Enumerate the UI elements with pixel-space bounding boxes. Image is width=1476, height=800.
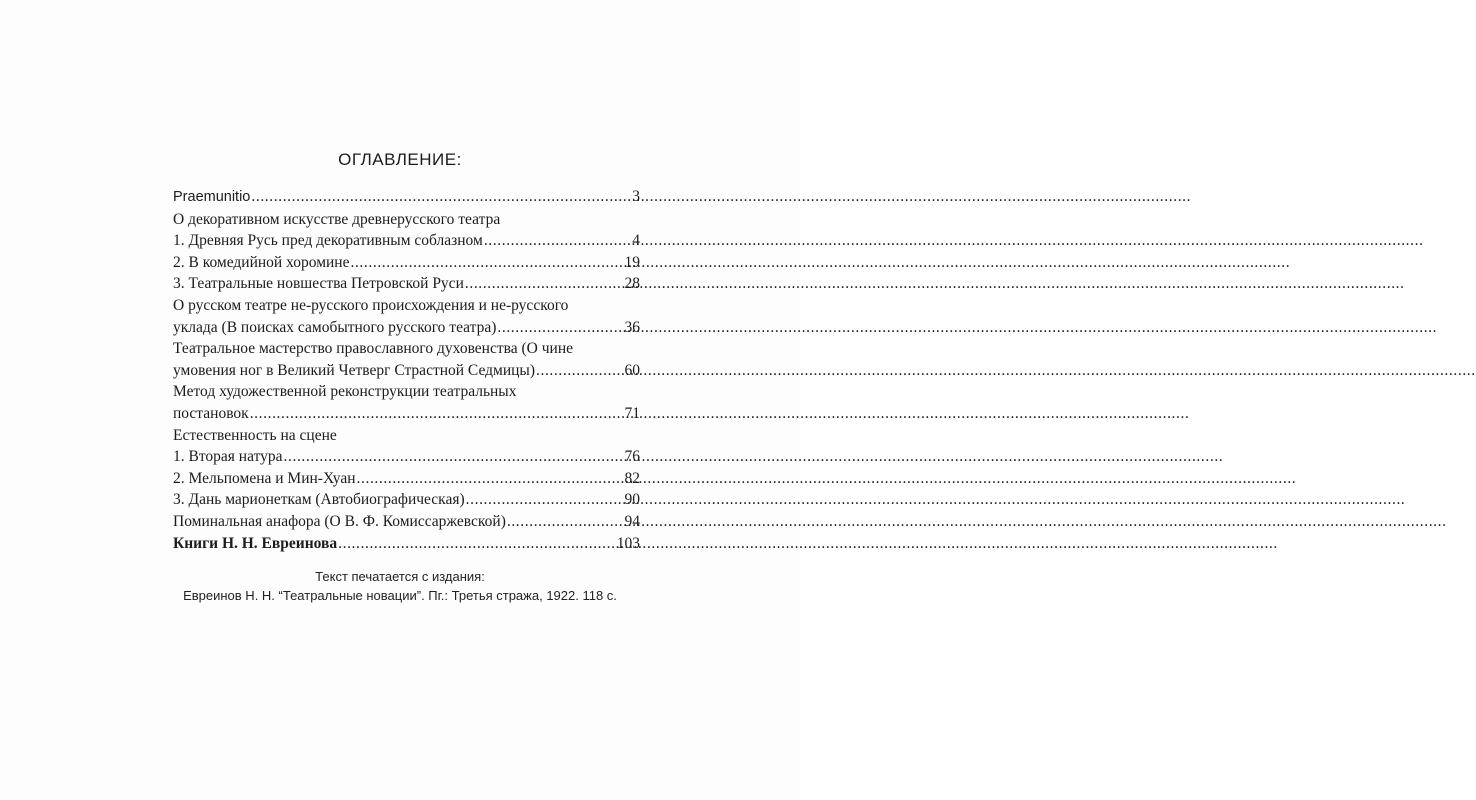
toc-entry-text: Поминальная анафора (О В. Ф. Комиссаржевской)	[173, 512, 506, 530]
dot-leader	[251, 186, 631, 208]
toc-section-heading: Естественность на сцене	[173, 426, 337, 444]
toc-entry-text-line2: уклада (В поисках самобытного русского театра)	[173, 318, 497, 336]
toc-entry	[173, 403, 640, 425]
toc-page-number: 4	[632, 232, 640, 250]
toc-page-number: 60	[624, 361, 640, 379]
toc-entry-text: Книги Н. Н. Евреинова	[173, 534, 338, 552]
edition-note	[0, 567, 800, 605]
toc-entry	[173, 317, 640, 339]
toc-page-number: 28	[624, 275, 640, 293]
dot-leader	[284, 446, 624, 468]
toc-page-number: 82	[624, 469, 640, 487]
toc-entry-text: 2. Мельпомена и Мин-Хуан	[173, 469, 356, 487]
table-of-contents	[173, 186, 640, 554]
toc-page-number: 71	[624, 404, 640, 422]
toc-entry-text-line1: Театральное мастерство православного духовенства (О чине	[173, 340, 573, 358]
toc-page-number: 3	[632, 188, 640, 205]
toc-entry	[173, 511, 640, 533]
toc-entry-praemunitio	[173, 186, 640, 209]
toc-page-number: 19	[624, 253, 640, 271]
toc-entry-text: Praemunitio	[173, 189, 251, 205]
dot-leader	[357, 468, 624, 490]
toc-entry	[173, 273, 640, 295]
toc-entry	[173, 360, 640, 382]
toc-entry-text: 3. Дань марионеткам (Автобиографическая)	[173, 491, 465, 509]
dot-leader	[338, 533, 616, 555]
toc-entry-text: 3. Театральные новшества Петровской Руси	[173, 275, 464, 293]
toc-page-number: 76	[624, 448, 640, 466]
dot-leader	[466, 489, 624, 511]
dot-leader	[350, 252, 623, 274]
toc-entry-text: 1. Вторая натура	[173, 448, 283, 466]
dot-leader	[484, 230, 631, 252]
toc-entry-text: 2. В комедийной хоромине	[173, 253, 350, 271]
edition-note-line1: Текст печатается с издания:	[315, 569, 485, 584]
toc-entry	[173, 468, 640, 490]
dot-leader	[507, 511, 624, 533]
dot-leader	[465, 273, 624, 295]
toc-page-number: 90	[624, 491, 640, 509]
toc-entry-text: 1. Древняя Русь пред декоративным соблазном	[173, 232, 483, 250]
toc-entry-text-line2: постановок	[173, 404, 249, 422]
dot-leader	[536, 360, 624, 382]
toc-section-heading: О декоративном искусстве древнерусского театра	[173, 210, 501, 228]
toc-entry	[173, 489, 640, 511]
toc-entry-text-line1: О русском театре не-русского происхождения и не-русского	[173, 296, 569, 314]
dot-leader	[250, 403, 624, 425]
toc-page-number: 103	[616, 534, 640, 552]
toc-page-number: 36	[624, 318, 640, 336]
toc-entry	[173, 230, 640, 252]
toc-entry	[173, 533, 640, 555]
toc-entry-text-line1: Метод художественной реконструкции театральных	[173, 383, 517, 401]
toc-entry-text-line2: умовения ног в Великий Четверг Страстной Седмицы)	[173, 361, 535, 379]
page-title: ОГЛАВЛЕНИЕ:	[338, 150, 462, 169]
toc-entry	[173, 252, 640, 274]
toc-page-number: 94	[624, 512, 640, 530]
toc-entry	[173, 446, 640, 468]
dot-leader	[497, 317, 623, 339]
edition-note-line2: Евреинов Н. Н. “Театральные новации”. Пг.: Третья стража, 1922. 118 с.	[183, 588, 617, 603]
